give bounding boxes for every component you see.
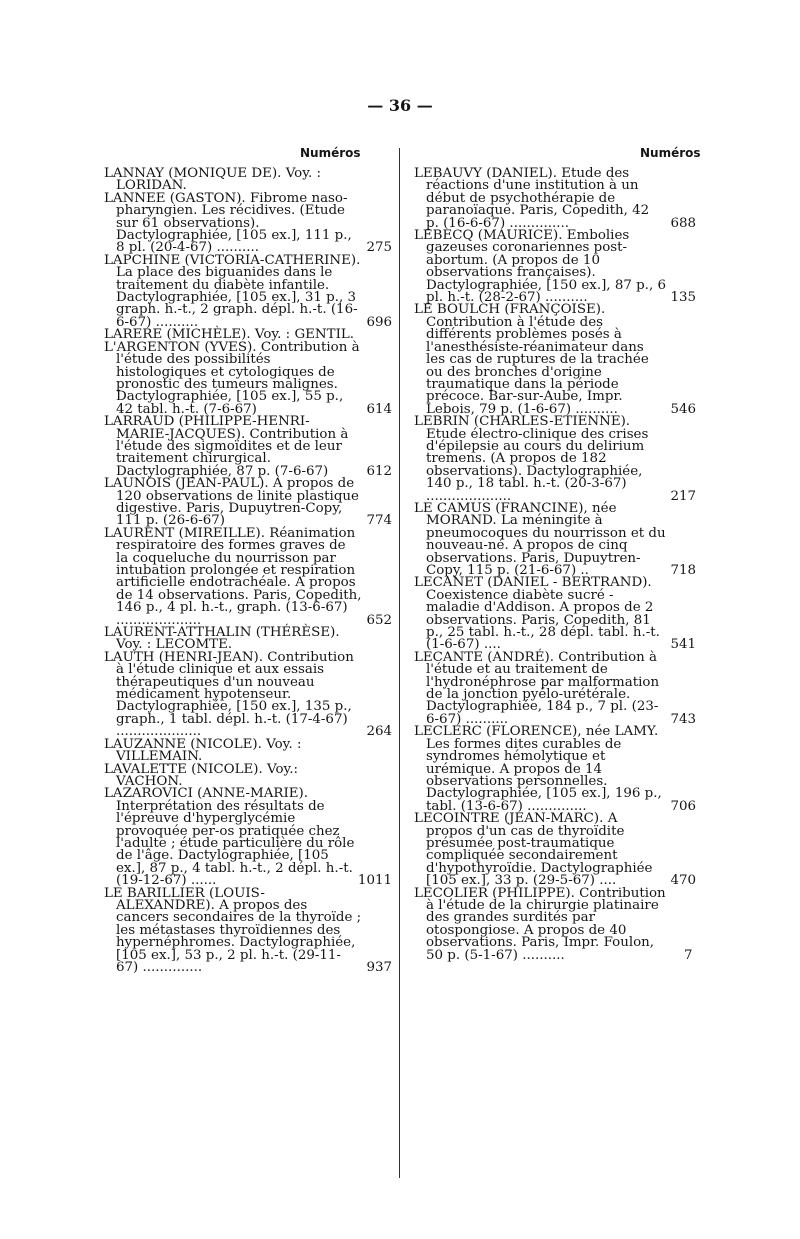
entry-author: LAUNOIS (JEAN-PAUL). xyxy=(104,476,269,492)
entry-text: Etude électro-clinique des crises d'épilepsie au cours du delirium tremens. (A propos de 182 observations). Dactylographiée, 140 p., 18 tabl. h.-t. (20-3-67) .................... xyxy=(426,426,649,504)
entry-text: La place des biguanides dans le traitement du diabète infantile. Dactylographiée, [105 ex.], 31 p., 3 graph. h.-t., 2 graph. dépl. h.-t. (16-6-67) .......... xyxy=(116,265,358,330)
entry-text: Voy.: VACHON. xyxy=(116,761,299,789)
bibliography-entry xyxy=(414,726,696,813)
right-column xyxy=(414,168,696,962)
entry-author: LAURENT-ATTHALIN (THÉRÈSE). xyxy=(104,625,340,641)
entry-text: Contribution à l'étude et au traitement de l'hydronéphrose par malformation de la jonction pyélo-urétérale. Dactylographiée, 184 p., 7 pl. (23-6-67) .......... xyxy=(426,649,660,727)
entry-text: Embolies gazeuses coronariennes post-abortum. (A propos de 10 observations françaises). Dactylographiée, [150 ex.], 87 p., 6 pl. h.-t. (28-2-67) .......... xyxy=(426,228,666,306)
bibliography-entry xyxy=(104,649,392,740)
entry-author: LECANET (DANIEL - BERTRAND). xyxy=(414,575,652,591)
entry-author: LECLERC (FLORENCE), née LAMY. xyxy=(414,724,659,740)
bibliography-entry xyxy=(104,339,392,417)
entry-text: Contribution à l'étude des différents problèmes posés à l'anesthésiste-réanimateur dans les cas de ruptures de la trachée ou des bronches d'origine traumatique dans la période précoce. Bar-sur-Aube, Impr. Lebois, 79 p. (1-6-67) .......... xyxy=(426,314,649,417)
right-column-header: Numéros xyxy=(640,146,701,160)
entry-number: 470 xyxy=(670,873,696,889)
entry-text: Fibrome naso-pharyngien. Les récidives. (Etude sur 61 observations). Dactylographiée, [105 ex.], 111 p., 8 pl. (20-4-67) .......... xyxy=(116,190,352,256)
entry-number: 546 xyxy=(670,401,696,417)
entry-author: LE BARILLIER (LOUIS-ALEXANDRE). xyxy=(104,885,265,913)
bibliography-entry xyxy=(414,416,696,503)
entry-author: LAPCHINE (VICTORIA-CATHERINE). xyxy=(104,252,361,268)
entry-number: 743 xyxy=(670,711,696,727)
entry-number: 217 xyxy=(670,488,696,504)
bibliography-entry xyxy=(104,627,392,652)
entry-number: 275 xyxy=(366,240,392,256)
entry-text: Réanimation respiratoire des formes graves de la coqueluche du nourrisson par intubation prolongée et respiration artificielle endotrachéale. A propos de 14 observations. Paris, Copedith, 146 p., 4 pl. h.-t., graph. (13-6-67) .................... xyxy=(116,525,362,628)
entry-number: 706 xyxy=(670,798,696,814)
entry-text: Interprétation des résultats de l'épreuve d'hyperglycémie provoquée per-os pratiquée chez l'adulte ; étude particulière du rôle de l'âge. Dactylographiée, [105 ex.], 87 p., 4 tabl. h.-t., 2 dépl. h.-t. (19-12-67) ...... xyxy=(116,798,355,889)
entry-number: 614 xyxy=(366,401,392,417)
entry-number: 937 xyxy=(366,960,392,975)
entry-author: LARRAUD (PHILIPPE-HENRI-MARIE-JACQUES). xyxy=(104,414,310,442)
entry-author: LECANTE (ANDRÉ). xyxy=(414,649,554,665)
bibliography-entry xyxy=(104,525,392,628)
entry-author: LE BOULCH (FRANÇOISE). xyxy=(414,302,606,318)
entry-author: LAZAROVICI (ANNE-MARIE). xyxy=(104,786,308,802)
entry-author: LE CAMUS (FRANCINE), née MORAND. xyxy=(414,500,617,529)
entry-number: 718 xyxy=(670,563,696,578)
entry-text: Voy. : GENTIL. xyxy=(254,327,355,343)
entry-text: Voy. : LORIDAN. xyxy=(116,166,322,194)
entry-number: 135 xyxy=(670,290,696,306)
entry-author: LANNAY (MONIQUE DE). xyxy=(104,166,282,181)
entry-author: LEBAUVY (DANIEL). xyxy=(414,166,558,181)
bibliography-entry xyxy=(104,788,392,887)
entry-author: LEBECQ (MAURICE). xyxy=(414,228,563,244)
entry-number: 541 xyxy=(670,637,696,653)
bibliography-entry xyxy=(414,649,696,727)
entry-text: Contribution à l'étude clinique et aux essais thérapeutiques d'un nouveau médicament hypotenseur. Dactylographiée, [150 ex.], 135 p., graph., 1 tabl. dépl. h.-t. (17-4-67) .................... xyxy=(116,649,354,740)
entry-text: Contribution à l'étude de la chirurgie platinaire des grandes surdités par otospongiose. A propos de 40 observations. Paris, Impr. Foulon, 50 p. (5-1-67) .......... xyxy=(426,885,666,963)
entry-author: LARERE (MICHÈLE). xyxy=(104,327,251,343)
entry-author: LAUZANNE (NICOLE). xyxy=(104,736,262,752)
left-column-header: Numéros xyxy=(300,146,361,160)
column-divider xyxy=(399,148,400,1178)
entry-number: 696 xyxy=(366,314,392,330)
bibliography-entry xyxy=(104,252,392,330)
entry-author: LANNEE (GASTON). xyxy=(104,190,246,206)
entry-text: Voy. : LECOMTE. xyxy=(116,637,233,653)
entry-text: Contribution à l'étude des sigmoïdites et de leur traitement chirurgical. Dactylographiée, 87 p. (7-6-67) xyxy=(116,426,349,479)
bibliography-entry xyxy=(414,500,696,578)
bibliography-entry xyxy=(104,478,392,528)
entry-text: A propos de 120 observations de linite plastique digestive. Paris, Dupuytren-Copy, 111 p. (26-6-67) xyxy=(116,476,359,529)
bibliography-entry xyxy=(104,885,392,975)
entry-author: LAVALETTE (NICOLE). xyxy=(104,761,263,777)
left-column xyxy=(104,168,392,974)
entry-author: LAUTH (HENRI-JEAN). xyxy=(104,649,264,665)
bibliography-entry xyxy=(414,168,696,230)
entry-number: 774 xyxy=(366,513,392,529)
entry-text: La méningite à pneumocoques du nourrisson et du nouveau-né. A propos de cinq observations. Paris, Dupuytren-Copy, 115 p. (21-6-67) .. xyxy=(426,513,666,578)
bibliography-entry xyxy=(104,736,392,765)
bibliography-entry xyxy=(414,230,696,304)
entry-author: LECOINTRE (JEAN-MARC). xyxy=(414,811,604,827)
bibliography-entry xyxy=(104,190,392,256)
bibliography-entry: LECOLIER (PHILIPPE). Contribution à l'étude de la chirurgie platinaire des grandes surdités par otospongiose. A propos de 40 observations. Paris, Impr. Foulon, 50 p. (5-1-67) .......... 7 xyxy=(414,885,693,963)
page-number: — 36 — xyxy=(367,96,433,115)
entry-text: Etude des réactions d'une institution à un début de psychothérapie de paranoïaque. Paris, Copedith, 42 p. (16-6-67) .............. xyxy=(426,166,650,231)
entry-number: 1011 xyxy=(357,873,392,889)
entry-text: Coexistence diabète sucré - maladie d'Addison. A propos de 2 observations. Paris, Copedith, 81 p., 25 tabl. h.-t., 28 dépl. tabl. h.-t. (1-6-67) .... xyxy=(426,587,660,653)
entry-text: A propos d'un cas de thyroïdite présumée post-traumatique compliquée secondairement d'hypothyroïdie. Dactylographiée [105 ex.], 33 p. (29-5-67) .... xyxy=(426,811,653,889)
entry-number: 612 xyxy=(366,463,392,479)
entry-text: Les formes dites curables de syndromes hémolytique et urémique. A propos de 14 observations personnelles. Dactylographiée, [105 ex.], 196 p., tabl. (13-6-67) .............. xyxy=(426,736,662,814)
entry-text: Contribution à l'étude des possibilités histologiques et cytologiques de pronostic des tumeurs malignes. Dactylographiée, [105 ex.], 55 p., 42 tabl. h.-t. (7-6-67) xyxy=(116,339,360,417)
entry-author: LEBRIN (CHARLES-ETIENNE). xyxy=(414,414,631,430)
entry-author: L'ARGENTON (YVES). xyxy=(104,339,257,355)
bibliography-entry xyxy=(104,168,392,193)
bibliography-entry xyxy=(414,304,696,416)
entry-number: 264 xyxy=(366,724,392,740)
entry-number: 652 xyxy=(366,612,392,628)
bibliography-entry xyxy=(414,813,696,887)
bibliography-entry xyxy=(104,761,392,789)
entry-author: LECOLIER (PHILIPPE). xyxy=(414,885,575,901)
bibliography-entry xyxy=(104,416,392,478)
entry-number: 688 xyxy=(670,215,696,231)
entry-text: A propos des cancers secondaires de la thyroïde ; les métastases thyroïdiennes des hypernéphromes. Dactylographiée, [105 ex.], 53 p., 2 pl. h.-t. (29-11-67) .............. xyxy=(116,897,362,975)
entry-author: LAURENT (MIREILLE). xyxy=(104,525,266,541)
bibliography-entry xyxy=(414,577,696,651)
entry-text: Voy. : VILLEMAIN. xyxy=(116,736,302,765)
